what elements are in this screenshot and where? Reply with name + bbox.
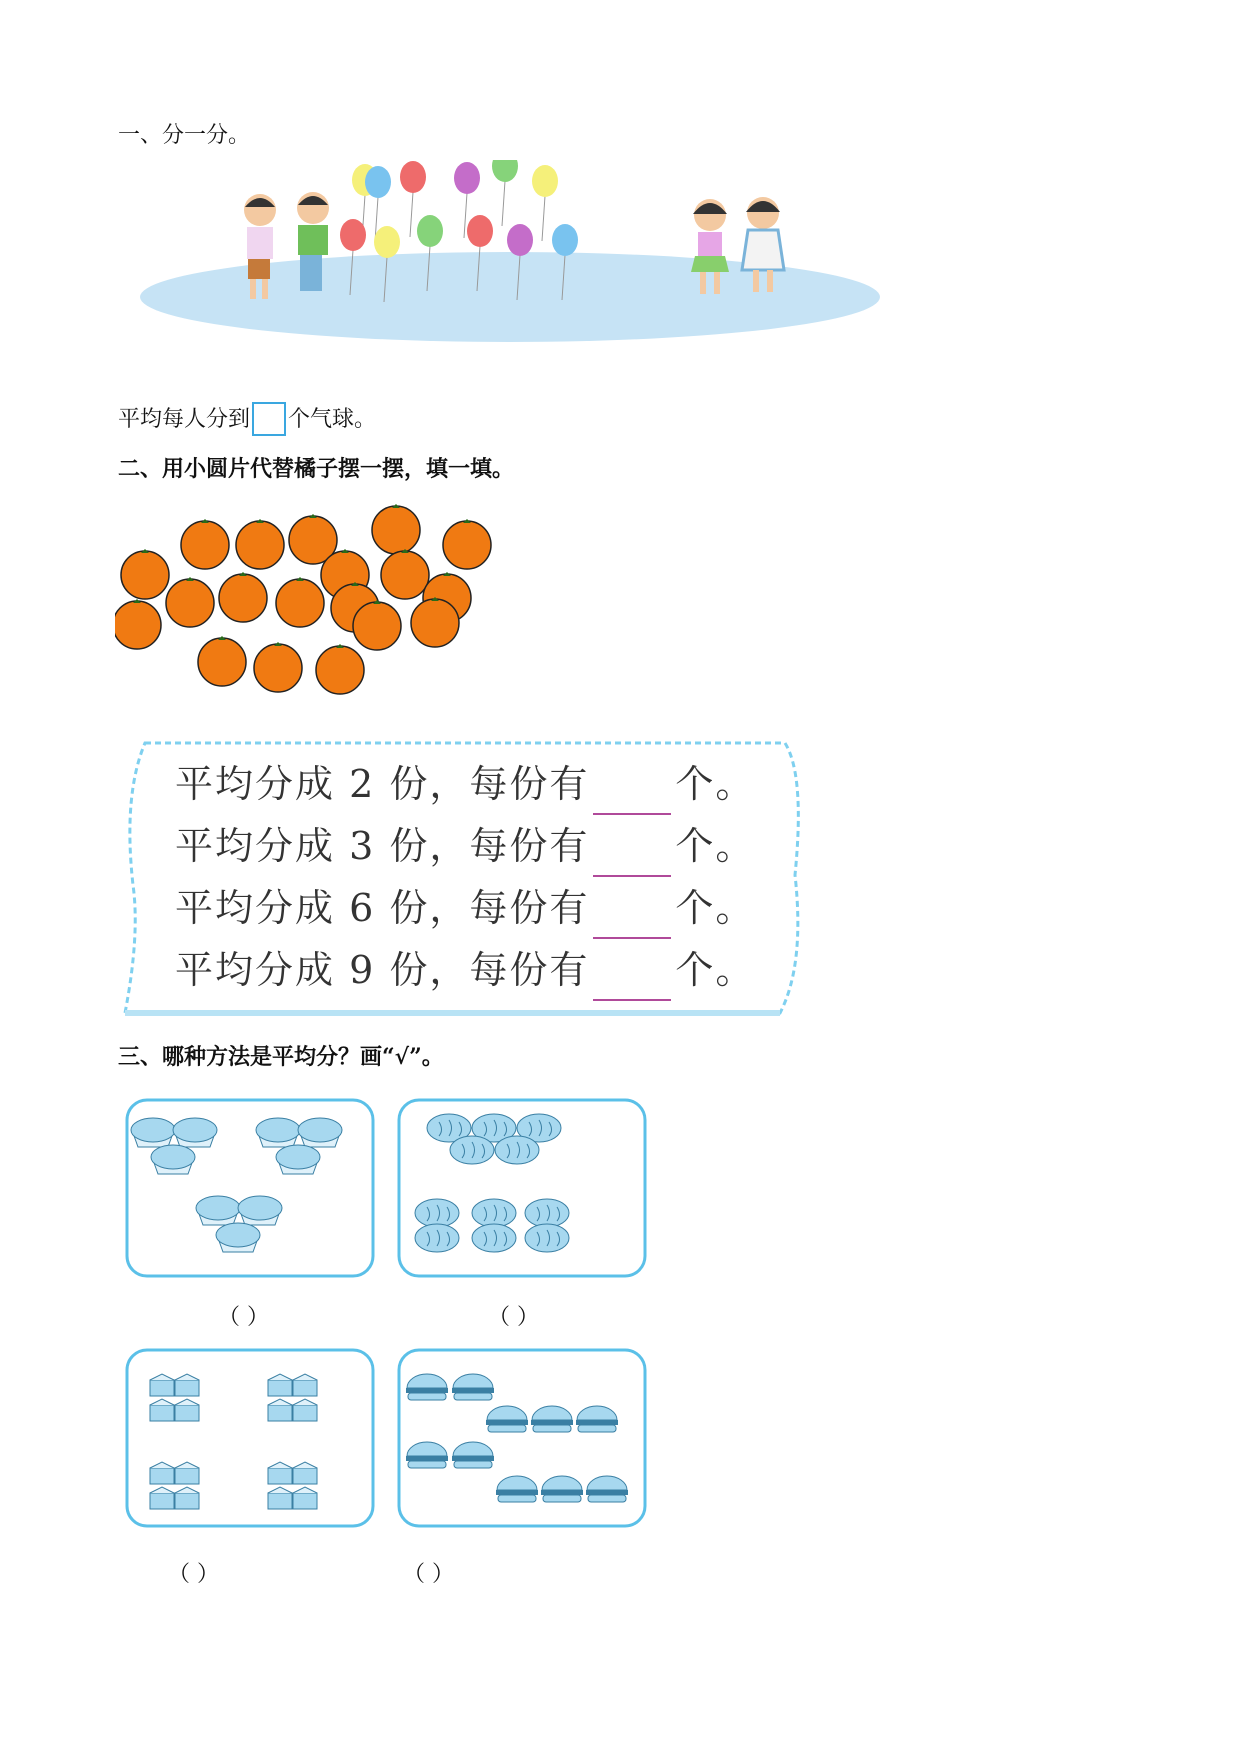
card-muffins — [125, 1098, 375, 1278]
burger — [452, 1442, 494, 1468]
section3-heading: 三、哪种方法是平均分？画“√”。 — [118, 1044, 444, 1070]
blank-3[interactable] — [593, 907, 671, 939]
muffin — [298, 1118, 342, 1147]
orange — [219, 572, 267, 622]
orange — [115, 599, 161, 649]
answer-paren-2[interactable]: （ ） — [488, 1305, 539, 1330]
muffin — [131, 1118, 175, 1147]
orange — [166, 577, 214, 627]
muffin — [238, 1196, 282, 1225]
section2-heading: 二、用小圆片代替橘子摆一摆，填一填。 — [118, 456, 515, 482]
muffin — [256, 1118, 300, 1147]
bread — [415, 1199, 459, 1227]
burger — [406, 1374, 448, 1400]
muffin — [151, 1145, 195, 1174]
bread — [525, 1224, 569, 1252]
bread — [472, 1224, 516, 1252]
fill-card-lines — [175, 753, 755, 1001]
blank-2[interactable] — [593, 845, 671, 877]
burger — [586, 1476, 628, 1502]
muffin — [216, 1223, 260, 1252]
balloon — [492, 160, 518, 226]
fill-line-1: 平均分成 2 份，每份有 个。 — [175, 753, 755, 815]
muffin — [173, 1118, 217, 1147]
blank-4[interactable] — [593, 969, 671, 1001]
question-text-before: 平均每人分到 — [118, 407, 251, 432]
answer-paren-3[interactable]: （ ） — [168, 1562, 219, 1587]
burger — [531, 1406, 573, 1432]
card-breads — [397, 1098, 647, 1278]
muffin — [276, 1145, 320, 1174]
answer-box[interactable] — [252, 402, 286, 436]
bread — [450, 1136, 494, 1164]
orange — [121, 549, 169, 599]
oranges-illustration — [115, 500, 505, 710]
bread — [472, 1199, 516, 1227]
orange — [381, 549, 429, 599]
orange — [276, 577, 324, 627]
card-cakes — [125, 1348, 375, 1528]
answer-paren-4[interactable]: （ ） — [403, 1562, 454, 1587]
burger — [406, 1442, 448, 1468]
bread — [525, 1199, 569, 1227]
bread — [415, 1224, 459, 1252]
burger — [541, 1476, 583, 1502]
orange — [443, 519, 491, 569]
burger — [452, 1374, 494, 1400]
balloon-scene-illustration — [140, 160, 880, 360]
burger — [486, 1406, 528, 1432]
fill-line-4: 平均分成 9 份，每份有 个。 — [175, 939, 755, 1001]
section1-question — [118, 402, 376, 436]
burger — [576, 1406, 618, 1432]
orange — [181, 519, 229, 569]
burger — [496, 1476, 538, 1502]
orange — [236, 519, 284, 569]
bread — [495, 1136, 539, 1164]
answer-paren-1[interactable]: （ ） — [218, 1305, 269, 1330]
orange — [198, 636, 246, 686]
orange — [316, 644, 364, 694]
card-burgers — [397, 1348, 647, 1528]
question-text-after: 个气球。 — [288, 407, 377, 432]
fill-line-3: 平均分成 6 份，每份有 个。 — [175, 877, 755, 939]
blank-1[interactable] — [593, 783, 671, 815]
balloon — [532, 165, 558, 241]
section1-heading: 一、分一分。 — [118, 123, 251, 148]
orange — [372, 504, 420, 554]
muffin — [196, 1196, 240, 1225]
orange — [254, 642, 302, 692]
fill-line-2: 平均分成 3 份，每份有 个。 — [175, 815, 755, 877]
